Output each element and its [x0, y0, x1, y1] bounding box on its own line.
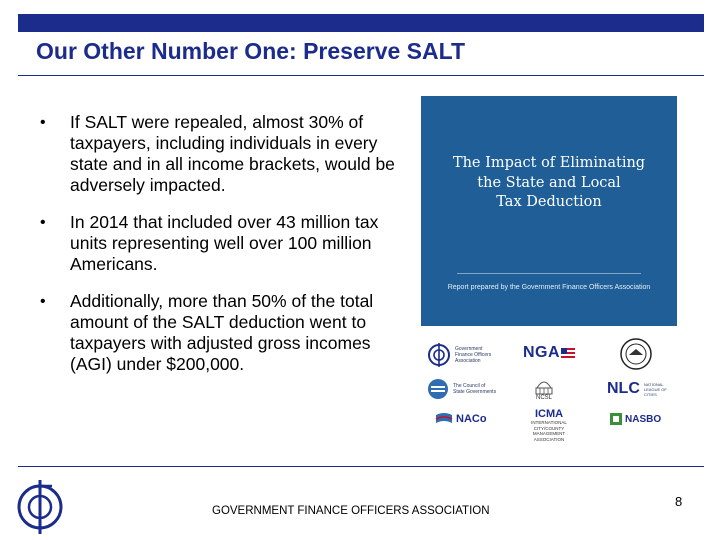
- footer-organization: GOVERNMENT FINANCE OFFICERS ASSOCIATION: [212, 505, 490, 517]
- gfoa-emblem-icon: [427, 342, 451, 368]
- nlc-logo-subtext: NATIONAL LEAGUE OF CITIES: [643, 381, 667, 397]
- bullet-item: [28, 112, 398, 196]
- report-subtitle: Report prepared by the Government Finance Officers Association: [447, 284, 651, 291]
- csg-emblem-icon: [427, 378, 449, 400]
- nasbo-logo-text: NASBO: [625, 413, 662, 425]
- partner-logos: [421, 338, 677, 442]
- icma-logo-text: ICMA: [534, 408, 564, 420]
- naco-logo: [435, 412, 487, 426]
- capitol-dome-icon: [533, 376, 555, 396]
- nlc-logo: [607, 380, 670, 398]
- flag-icon: [561, 348, 575, 358]
- page-number: 8: [675, 494, 683, 509]
- header-bar: [18, 14, 704, 32]
- report-title-line: Tax Deduction: [496, 194, 602, 210]
- bullet-item: [28, 291, 398, 375]
- nga-logo: [523, 344, 575, 362]
- icma-logo: [519, 408, 579, 442]
- naco-flag-icon: [435, 412, 453, 426]
- gfoa-footer-logo-icon: [14, 476, 66, 538]
- nasbo-logo: [609, 412, 661, 426]
- bullet-marker: •: [40, 293, 46, 310]
- report-cover: [421, 96, 677, 326]
- ncsl-logo: [533, 376, 555, 402]
- csg-logo-text: The Council of State Governments: [453, 383, 497, 395]
- csg-logo: [427, 378, 497, 400]
- bullet-list: [28, 112, 398, 391]
- report-title: [421, 154, 677, 213]
- bullet-marker: •: [40, 214, 46, 231]
- nlc-logo-text: NLC: [607, 380, 640, 397]
- bullet-text: In 2014 that included over 43 million tax units representing well over 100 million Americans.: [70, 212, 379, 274]
- ncsl-logo-text: NCSL: [535, 395, 552, 401]
- bullet-text: If SALT were repealed, almost 30% of taxpayers, including individuals in every state and in all income brackets, would be adversely impacted.: [70, 112, 395, 195]
- bullet-item: [28, 212, 398, 275]
- footer-divider: [18, 466, 704, 467]
- bullet-marker: •: [40, 114, 46, 131]
- icma-logo-subtext: INTERNATIONAL CITY/COUNTY MANAGEMENT ASSOCIATION: [531, 420, 567, 442]
- gfoa-logo-text: Government Finance Officers Association: [455, 346, 492, 364]
- report-divider: [457, 273, 641, 274]
- seal-icon: [620, 338, 652, 370]
- usmayors-seal: [620, 338, 652, 370]
- nasbo-emblem-icon: [609, 412, 623, 426]
- slide-title: Our Other Number One: Preserve SALT: [36, 38, 466, 64]
- naco-logo-text: NACo: [456, 413, 487, 425]
- title-divider: [18, 75, 704, 76]
- report-title-line: the State and Local: [477, 174, 621, 191]
- report-title-line: The Impact of Eliminating: [452, 155, 646, 171]
- gfoa-logo: [427, 342, 499, 368]
- nga-logo-text: NGA: [523, 344, 561, 361]
- bullet-text: Additionally, more than 50% of the total amount of the SALT deduction went to taxpayers with adjusted gross incomes (AGI) under $200,000.: [70, 291, 374, 374]
